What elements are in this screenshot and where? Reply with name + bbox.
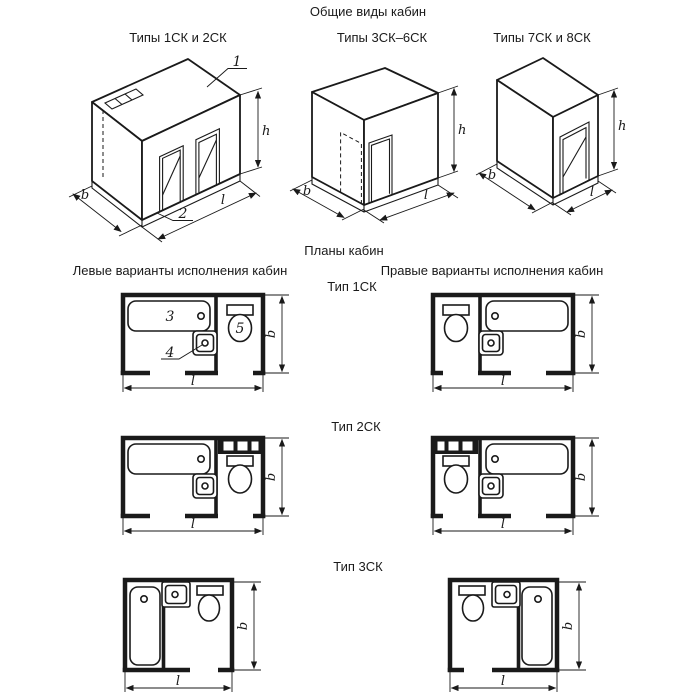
dim-length: [125, 672, 232, 692]
dim-h-label: h: [618, 119, 627, 134]
dim-b-label: b: [264, 329, 279, 339]
cistern: [227, 305, 253, 315]
dim-b-label: b: [487, 168, 497, 183]
dim-height: [240, 88, 270, 174]
bowl: [445, 315, 468, 342]
callout-bathtub: 3: [165, 309, 175, 325]
dim-l-label: l: [190, 517, 196, 532]
washbasin: [479, 474, 503, 498]
dim-width: [264, 295, 289, 373]
iso-view-2: [280, 58, 470, 233]
iso-view-1: [55, 52, 285, 247]
cistern: [197, 586, 223, 595]
dim-l-label: l: [220, 193, 226, 208]
dim-l-label: l: [589, 185, 595, 200]
bowl: [445, 465, 468, 493]
dim-length: [123, 374, 263, 392]
dim-l-label: l: [175, 674, 181, 689]
washbasin: [193, 331, 217, 355]
plan-3sk-right: [430, 570, 595, 698]
cistern: [443, 305, 469, 315]
drain: [535, 596, 541, 602]
vent-unit: [433, 438, 478, 454]
drain: [141, 596, 147, 602]
bowl: [463, 595, 484, 621]
washbasin: [162, 582, 190, 607]
dim-l-label: l: [500, 374, 506, 389]
dim-width: [264, 438, 289, 516]
row-label-type-2sk: Тип 2СК: [331, 419, 381, 434]
dim-b-label: b: [80, 188, 90, 203]
dim-height: [598, 88, 626, 176]
cabin-body: [92, 59, 240, 220]
washbasin: [193, 474, 217, 498]
row-label-type-1sk: Тип 1СК: [327, 279, 377, 294]
callout-2-label: 2: [178, 206, 188, 222]
dim-h-label: h: [458, 123, 467, 138]
iso-label-types-7-8: Типы 7СК и 8СК: [493, 30, 591, 45]
dim-l-label: l: [190, 374, 196, 389]
left-variants-title: Левые варианты исполнения кабин: [72, 263, 288, 278]
dim-height: [438, 86, 466, 178]
bathtub: [486, 301, 568, 331]
cistern: [459, 586, 485, 595]
dim-length: [433, 517, 573, 535]
drain: [492, 313, 498, 319]
dim-b-label: b: [236, 621, 251, 631]
toilet: [459, 586, 485, 621]
plan-3sk-left: [105, 570, 270, 698]
row-label-type-3sk: Тип 3СК: [333, 559, 383, 574]
iso-view-3: [472, 52, 657, 222]
washbasin: [479, 331, 503, 355]
bathtub: [128, 444, 210, 474]
dim-width: [574, 438, 599, 516]
dim-l-label: l: [423, 188, 429, 203]
drain: [492, 456, 498, 462]
dim-length: [433, 374, 573, 392]
dim-h-label: h: [262, 124, 271, 139]
bowl: [229, 465, 252, 493]
iso-label-types-1-2: Типы 1СК и 2СК: [129, 30, 227, 45]
dim-b-label: b: [302, 184, 312, 199]
dim-b-label: b: [561, 621, 576, 631]
dim-width: [234, 582, 261, 670]
plan-2sk-left: [99, 428, 294, 540]
washbasin: [492, 582, 520, 607]
dim-b-label: b: [574, 472, 589, 482]
bathtub: [130, 587, 160, 665]
plan-2sk-right: [409, 428, 604, 540]
dim-b-label: b: [264, 472, 279, 482]
dim-length: [123, 517, 263, 535]
toilet: [443, 456, 469, 493]
bathtub: [486, 444, 568, 474]
toilet: [227, 456, 253, 493]
dim-width: [574, 295, 599, 373]
cabin-body: [312, 68, 438, 205]
main-title: Общие виды кабин: [309, 4, 427, 19]
toilet: [443, 305, 469, 342]
right-variants-title: Правые варианты исполнения кабин: [380, 263, 604, 278]
drain: [198, 313, 204, 319]
dim-width: [559, 582, 586, 670]
iso-label-types-3-6: Типы 3СК–6СК: [336, 30, 428, 45]
dim-l-label: l: [500, 674, 506, 689]
plan-1sk-left: [99, 285, 294, 397]
callout-toilet: 5: [235, 321, 245, 337]
cabin-body: [497, 58, 598, 198]
toilet: [197, 586, 223, 621]
bathtub: [522, 587, 552, 665]
callout-ceiling: [207, 54, 247, 87]
callout-1-label: 1: [232, 54, 242, 70]
svg-text:4: 4: [165, 345, 175, 361]
bowl: [199, 595, 220, 621]
plan-1sk-right: [409, 285, 604, 397]
drain: [198, 456, 204, 462]
dim-b-label: b: [574, 329, 589, 339]
dim-l-label: l: [500, 517, 506, 532]
plans-title: Планы кабин: [304, 243, 384, 258]
vent-unit: [218, 438, 263, 454]
dim-length: [450, 672, 557, 692]
